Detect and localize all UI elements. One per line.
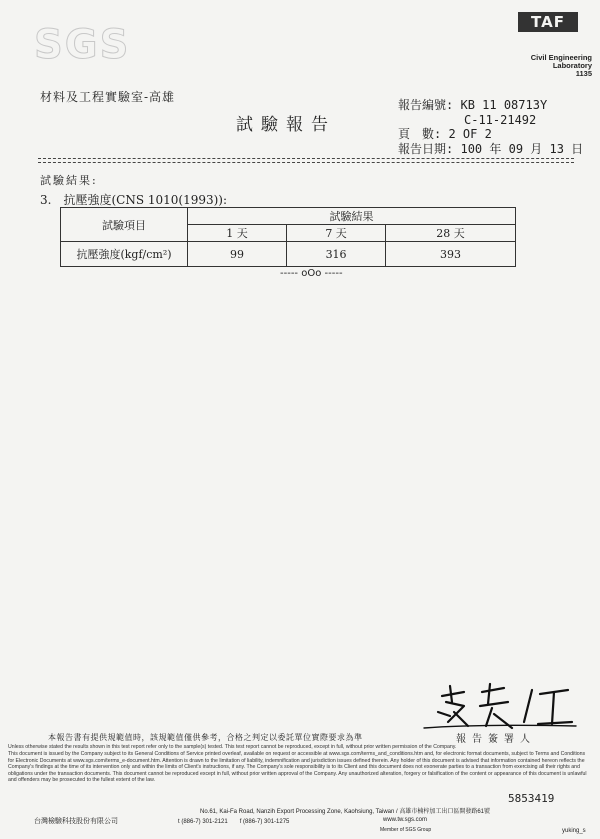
meta-row-pages: 頁 數: 2 OF 2 — [398, 127, 492, 141]
value-1-day: 99 — [188, 242, 287, 267]
sgs-logo: SGS — [34, 22, 131, 68]
footer-website: www.tw.sgs.com — [383, 817, 428, 823]
divider-top — [38, 158, 574, 159]
row-label: 抗壓強度(kgf/cm²) — [61, 242, 188, 267]
header-results: 試驗結果 — [188, 208, 516, 225]
header-age-7: 7 天 — [287, 225, 386, 242]
lab-name: 材料及工程實驗室-高雄 — [40, 90, 176, 104]
report-code: 5853419 — [508, 792, 555, 805]
header-test-item: 試驗項目 — [61, 208, 188, 242]
results-table — [60, 207, 516, 267]
page-title: 試驗報告 — [236, 115, 336, 135]
value-7-day: 316 — [287, 242, 386, 267]
taf-logo: TAF — [518, 12, 578, 32]
meta-row-report-no: 報告編號: KB 11 08713Y — [398, 98, 548, 112]
footer-company: 台灣檢驗科技股份有限公司 — [34, 817, 118, 825]
signatory-label: 報告簽署人 — [456, 734, 536, 745]
disclaimer — [8, 744, 592, 783]
taf-caption: Civil Engineering Laboratory 1135 — [530, 53, 592, 78]
test-item-title: 3. 抗壓強度(CNS 1010(1993)): — [40, 193, 228, 207]
disclaimer-paragraph: Unless otherwise stated the results shown in this test report refer only to the sample(s) tested. This test report cannot be reproduced, except in full, without prior written permission of the Company. — [8, 744, 457, 750]
footer-member: Member of SGS Group — [380, 827, 432, 833]
value-28-day: 393 — [386, 242, 516, 267]
divider-bottom — [38, 162, 574, 163]
meta-row-date: 報告日期: 100 年 09 月 13 日 — [398, 141, 584, 156]
report-meta — [398, 98, 583, 156]
header-age-28: 28 天 — [386, 225, 516, 242]
footer-phone: t (886-7) 301-2121 f (886-7) 301-1275 — [178, 819, 290, 825]
header-age-1: 1 天 — [188, 225, 287, 242]
footer-user: yuking_s — [562, 828, 586, 834]
section-heading: 試驗結果: — [40, 174, 98, 187]
end-mark: ----- oOo ----- — [280, 268, 343, 279]
footer-address: No.61, Kai-Fa Road, Nanzih Export Processing Zone, Kaohsiung, Taiwan / 高雄市楠梓加工出口區開發路61號 — [200, 809, 491, 815]
disclaimer-paragraph: This document is issued by the Company subject to its General Conditions of Service printed overleaf, available on request or accessible at www.sgs.com/terms_and_conditions.htm and, for electronic format documents, subject to Terms and Conditions for Electronic Documents at www.sgs.com/terms_e-document.htm. Attention is drawn to the limitation of liability, indemnification and jurisdiction issues defined therein. Any holder of this document is advised that information contained hereon reflects the Company's findings at the time of its intervention only and within the limits of Client's instructions, if any. The Company's sole responsibility is to its Client and this document does not exonerate parties to a transaction from exercising all their rights and obligations under the transaction documents. This document cannot be reproduced except in full, without prior written approval of the Company. Any unauthorized alteration, forgery or falsification of the content or appearance of this document is unlawful and offenders may be prosecuted to the fullest extent of the law. — [8, 751, 587, 784]
signature-image — [420, 682, 580, 734]
meta-row-ref: C-11-21492 — [464, 112, 537, 127]
chinese-notice: 本報告書有提供規範值時，該規範值僅供參考，合格之判定以委託單位實際要求為準 — [48, 733, 363, 742]
